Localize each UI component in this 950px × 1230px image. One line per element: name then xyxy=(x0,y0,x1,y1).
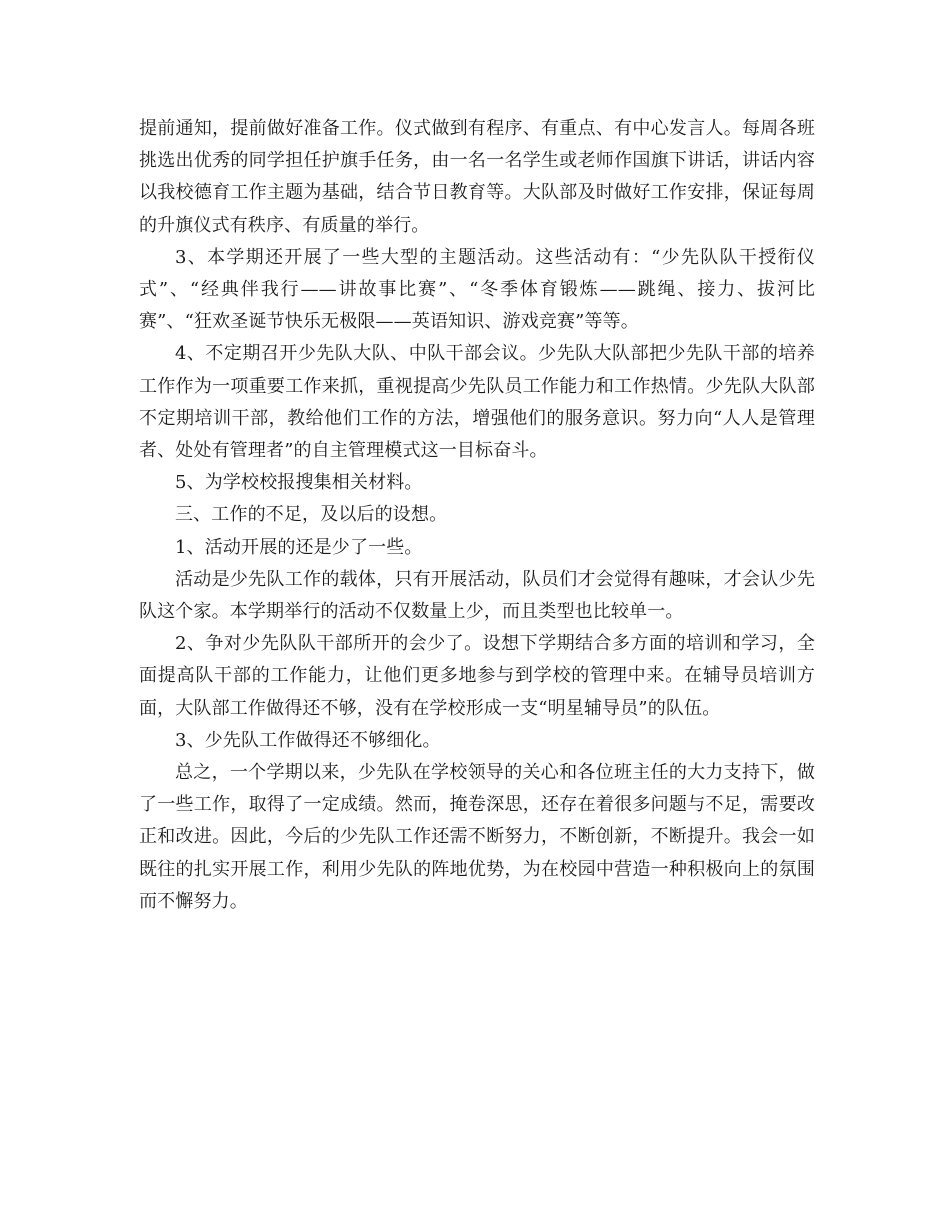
paragraph-9: 3、少先队工作做得还不够细化。 xyxy=(175,729,441,751)
paragraph-6: 1、活动开展的还是少了一些。 xyxy=(175,536,423,558)
paragraph-8: 2、争对少先队队干部所开的会少了。设想下学期结合多方面的培训和学习，全面提高队干部的工作能力，让他们更多地参与到学校的管理中来。在辅导员培训方面，大队部工作做得还不够，没有在学校形成一支“明星辅导员”的队伍。 xyxy=(139,633,815,719)
paragraph-3: 4、不定期召开少先队大队、中队干部会议。少先队大队部把少先队干部的培养工作作为一项重要工作来抓，重视提高少先队员工作能力和工作热情。少先队大队部不定期培训干部，教给他们工作的方法，增强他们的服务意识。努力向“人人是管理者、处处有管理者”的自主管理模式这一目标奋斗。 xyxy=(139,343,815,462)
paragraph-4: 5、为学校校报搜集相关材料。 xyxy=(175,472,423,494)
paragraph-7: 活动是少先队工作的载体，只有开展活动，队员们才会觉得有趣味，才会认少先队这个家。本学期举行的活动不仅数量上少，而且类型也比较单一。 xyxy=(139,568,815,623)
paragraph-1: 提前通知，提前做好准备工作。仪式做到有程序、有重点、有中心发言人。每周各班挑选出优秀的同学担任护旗手任务，由一名一名学生或老师作国旗下讲话，讲话内容以我校德育工作主题为基础，结合节日教育等。大队部及时做好工作安排，保证每周的升旗仪式有秩序、有质量的举行。 xyxy=(139,118,815,236)
document-body xyxy=(139,113,815,918)
paragraph-10: 总之，一个学期以来，少先队在学校领导的关心和各位班主任的大力支持下，做了一些工作，取得了一定成绩。然而，掩卷深思，还存在着很多问题与不足，需要改正和改进。因此，今后的少先队工作还需不断努力，不断创新，不断提升。我会一如既往的扎实开展工作，利用少先队的阵地优势，为在校园中营造一种积极向上的氛围而不懈努力。 xyxy=(139,762,815,912)
section-heading: 三、工作的不足，及以后的设想。 xyxy=(175,504,448,526)
paragraph-2: 3、本学期还开展了一些大型的主题活动。这些活动有：“少先队队干授衔仪式”、“经典伴我行——讲故事比赛”、“冬季体育锻炼——跳绳、接力、拔河比赛”、“狂欢圣诞节快乐无极限——英语知识、游戏竞赛”等等。 xyxy=(139,246,815,333)
